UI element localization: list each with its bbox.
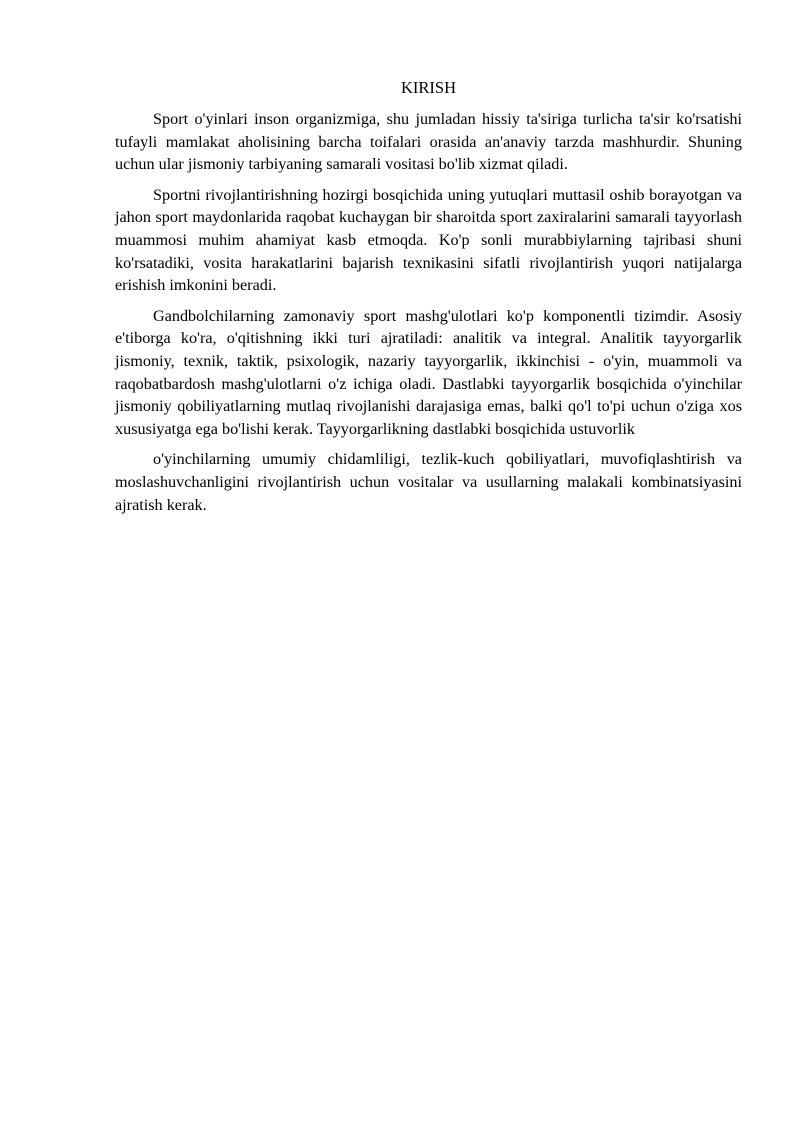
document-title: KIRISH bbox=[400, 78, 456, 97]
paragraph-4: o'yinchilarning umumiy chidamliligi, tezlik-kuch qobiliyatlari, muvofiqlashtirish va moslashuvchanligini rivojlantirish uchun vositalar va usullarning malakali kombinatsiyasini ajratish kerak. bbox=[115, 450, 742, 514]
paragraph-2: Sportni rivojlantirishning hozirgi bosqichida uning yutuqlari muttasil oshib borayotgan va jahon sport maydonlarida raqobat kuchaygan bir sharoitda sport zaxiralarini samarali tayyorlash muammosi muhim ahamiyat kasb etmoqda. Ko'p sonli murabbiylarning tajribasi shuni ko'rsatadiki, vosita harakatlarini bajarish texnikasini sifatli rivojlantirish yuqori natijalarga erishish imkonini beradi. bbox=[115, 185, 742, 295]
document-page bbox=[115, 78, 742, 524]
paragraph-1: Sport o'yinlari inson organizmiga, shu jumladan hissiy ta'siriga turlicha ta'sir ko'rsatishi tufayli mamlakat aholisining barcha toifalari orasida an'anaviy tarzda mashhurdir. Shuning uchun ular jismoniy tarbiyaning samarali vositasi bo'lib xizmat qiladi. bbox=[115, 110, 742, 174]
paragraph-3: Gandbolchilarning zamonaviy sport mashg'ulotlari ko'p komponentli tizimdir. Asosiy e'tiborga ko'ra, o'qitishning ikki turi ajratiladi: analitik va integral. Analitik tayyorgarlik jismoniy, texnik, taktik, psixologik, nazariy tayyorgarlik, ikkinchisi - o'yin, muammoli va raqobatbardosh mashg'ulotlarni o'z ichiga oladi. Dastlabki tayyorgarlik bosqichida o'yinchilar jismoniy qobiliyatlarning mutlaq rivojlanishi darajasiga emas, balki qo'l to'pi uchun o'ziga xos xususiyatga ega bo'lishi kerak. Tayyorgarlikning dastlabki bosqichida ustuvorlik bbox=[115, 306, 742, 438]
